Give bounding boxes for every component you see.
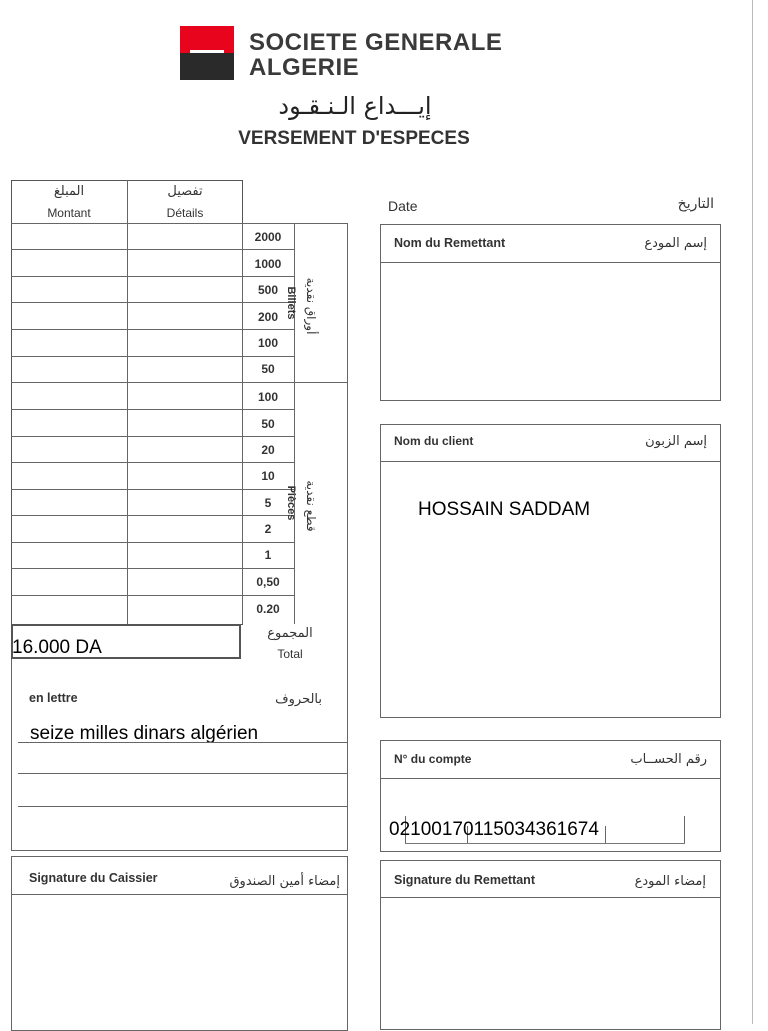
details-header: Détails [166,206,204,220]
piece-20: 20 [261,443,275,457]
piece-50: 50 [261,417,275,431]
details-header-ar: تفصيل [167,184,203,199]
bank-logo [180,26,234,80]
account-label-ar: رقم الحســاب [630,752,707,767]
total-value: 16.000 DA [12,637,102,658]
billet-1000: 1000 [254,257,282,271]
billets-label-ar: أوراق نقدية [304,277,318,335]
remettant-signature-label-ar: إمضاء المودع [634,874,706,889]
billets-label: Billets [285,286,297,320]
cashier-signature-label-ar: إمضاء أمين الصندوق [229,874,340,889]
piece-100: 100 [257,390,279,404]
piece-5: 5 [264,496,272,510]
client-label: Nom du client [394,434,474,448]
amount-words-label-ar: بالحروف [275,692,322,707]
piece-10: 10 [261,469,275,483]
form-title: VERSEMENT D'ESPECES [238,128,470,149]
piece-0-50: 0,50 [256,575,280,589]
account-number-value: 02100170115034361674 [389,819,599,840]
client-name-value: HOSSAIN SADDAM [418,499,591,520]
billet-200: 200 [257,310,279,324]
amount-words-value[interactable]: seize milles dinars algérien [30,723,259,744]
billet-500: 500 [257,283,279,297]
remettant-label-ar: إسم المودع [644,236,707,251]
montant-header: Montant [47,206,91,220]
montant-header-ar: المبلغ [53,184,85,199]
client-box[interactable] [380,424,721,718]
client-label-ar: إسم الزبون [645,434,707,449]
page-edge [752,0,753,1024]
bank-name-line2: ALGERIE [249,54,360,81]
pieces-label-ar: قطع نقدية [304,480,318,532]
billet-50: 50 [261,362,275,376]
billet-100: 100 [257,336,279,350]
billet-2000: 2000 [254,230,282,244]
cashier-signature-label: Signature du Caissier [29,871,158,885]
piece-1: 1 [264,548,272,562]
piece-2: 2 [264,522,272,536]
pieces-label: Pièces [285,485,297,521]
remettant-label: Nom du Remettant [394,236,506,250]
account-label: N° du compte [394,752,472,766]
total-label: Total [277,647,303,661]
total-label-ar: المجموع [267,626,313,641]
amount-words-label: en lettre [29,691,78,705]
form-title-arabic: إيـــداع الـنـقـود [278,92,432,120]
bank-name-line1: SOCIETE GENERALE [249,29,503,56]
date-label-ar: التاريخ [677,196,714,212]
remettant-signature-label: Signature du Remettant [394,873,535,887]
piece-0-20: 0.20 [256,602,280,616]
date-label: Date [388,198,418,214]
